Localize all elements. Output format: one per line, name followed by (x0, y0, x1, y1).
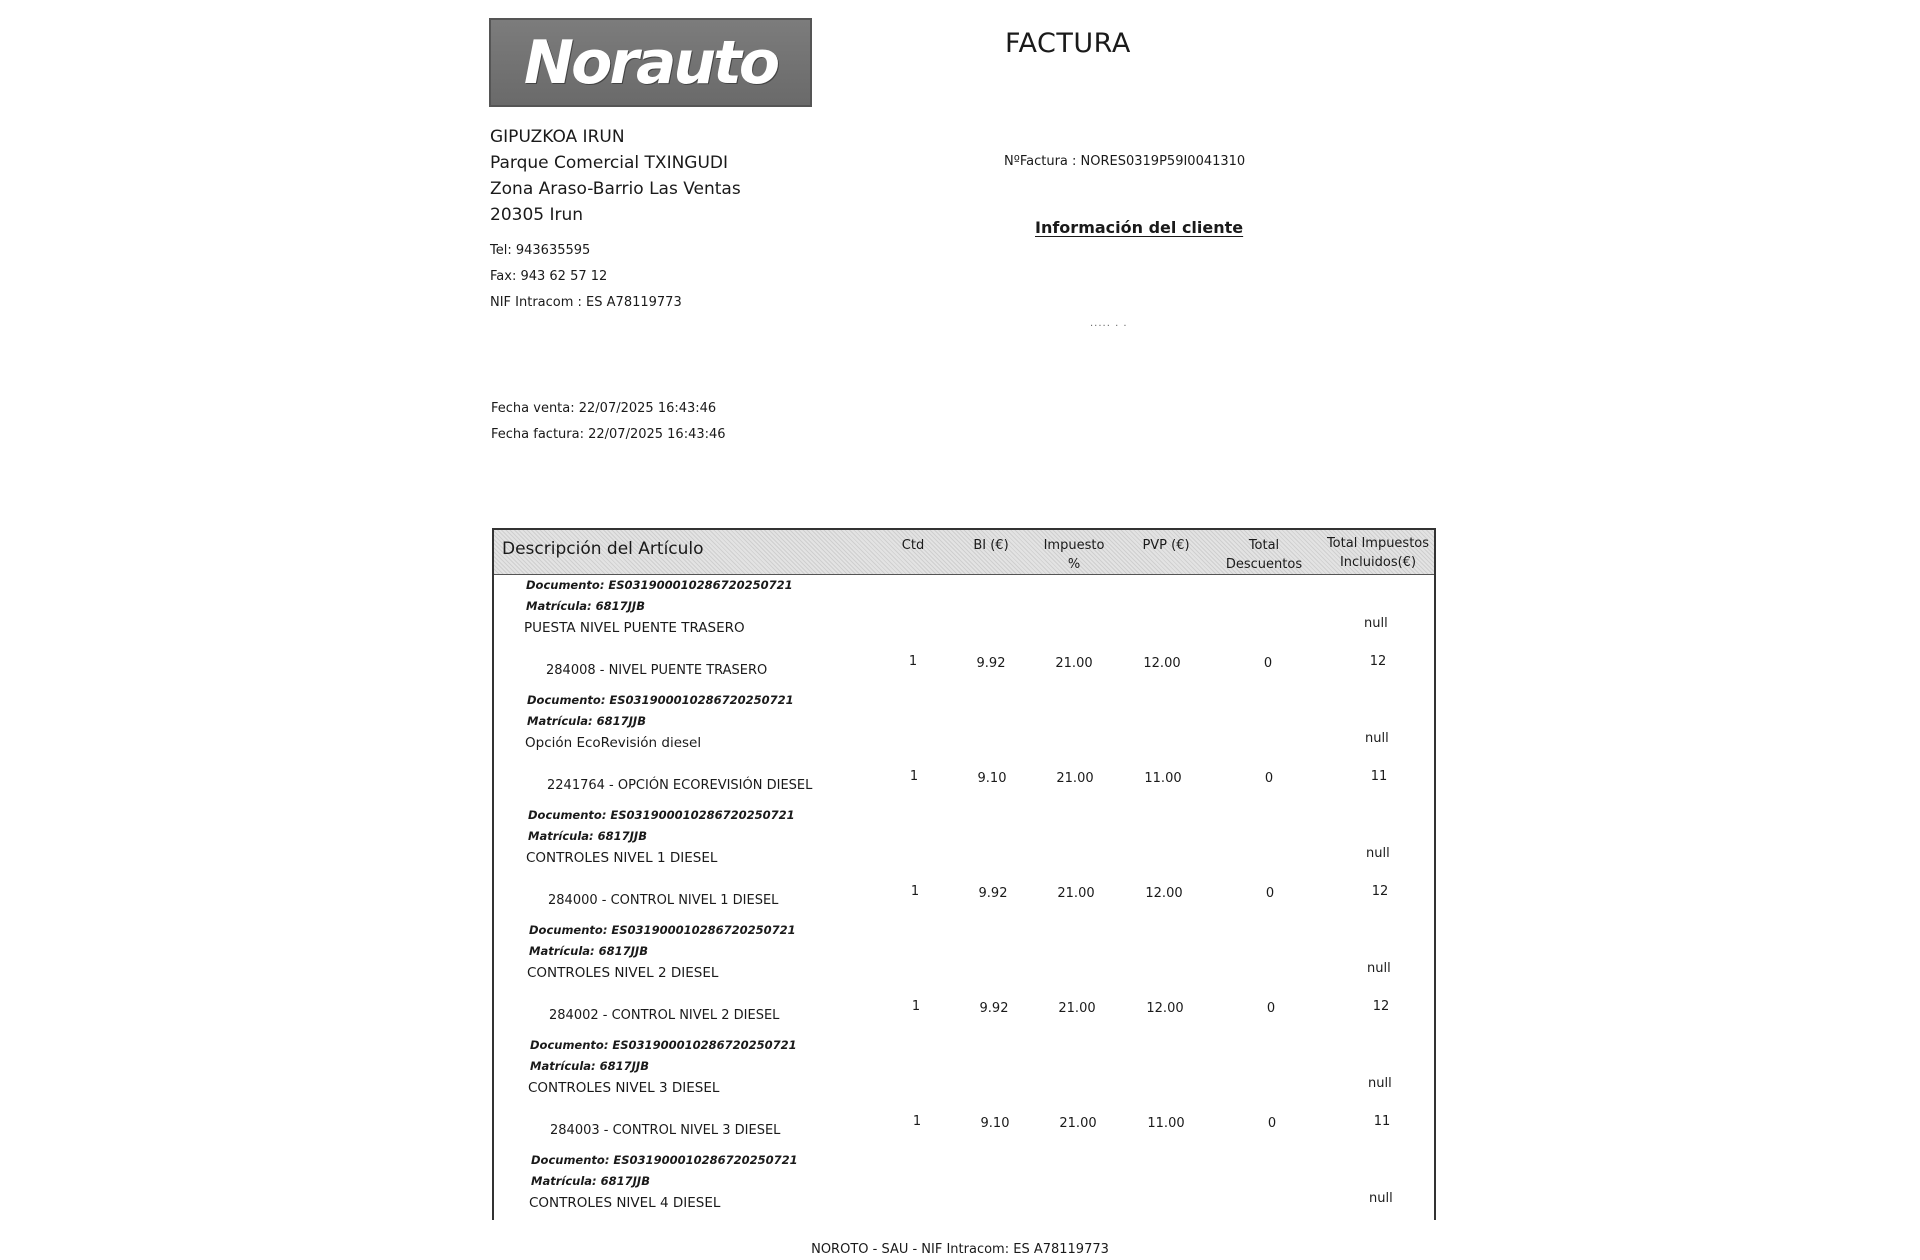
row-total: 11 (1373, 1114, 1391, 1129)
row-quantity: 1 (912, 1114, 922, 1129)
header-total (1320, 534, 1436, 572)
store-name: GIPUZKOA IRUN (490, 127, 625, 147)
row-pvp: 11.00 (1144, 771, 1182, 786)
row-plate: Matrícula: 6817JJB (528, 829, 647, 843)
client-info-title: Información del cliente (1035, 218, 1244, 237)
row-document: Documento: ES031900010286720250721 (527, 693, 794, 707)
norauto-logo (489, 18, 812, 107)
row-document: Documento: ES031900010286720250721 (530, 1038, 797, 1052)
table-header (494, 530, 1434, 575)
header-tax-line-1: Impuesto (1043, 538, 1105, 553)
row-plate: Matrícula: 6817JJB (527, 714, 646, 728)
row-base: 9.10 (980, 1116, 1010, 1131)
row-document: Documento: ES031900010286720250721 (529, 923, 796, 937)
row-group-total: null (1369, 1191, 1393, 1206)
row-item-description: 284000 - CONTROL NIVEL 1 DIESEL (548, 893, 779, 908)
row-plate: Matrícula: 6817JJB (526, 599, 645, 613)
row-base: 9.92 (976, 656, 1006, 671)
row-group-title: CONTROLES NIVEL 1 DIESEL (526, 850, 718, 866)
row-pvp: 12.00 (1143, 656, 1181, 671)
row-discount: 0 (1267, 1116, 1277, 1131)
header-total-line-2: Incluidos(€) (1339, 555, 1417, 570)
row-base: 9.92 (979, 1001, 1009, 1016)
row-group-total: null (1364, 616, 1388, 631)
logo-text: Norauto (523, 27, 778, 98)
store-address (490, 124, 741, 228)
row-group-total: null (1365, 731, 1389, 746)
row-quantity: 1 (909, 769, 919, 784)
row-group-total: null (1368, 1076, 1392, 1091)
header-pvp: PVP (€) (1142, 538, 1190, 553)
row-item-description: 284008 - NIVEL PUENTE TRASERO (546, 663, 768, 678)
row-base: 9.92 (978, 886, 1008, 901)
row-group-total: null (1367, 961, 1391, 976)
row-item-description: 284003 - CONTROL NIVEL 3 DIESEL (550, 1123, 781, 1138)
row-group-title: CONTROLES NIVEL 4 DIESEL (529, 1195, 721, 1211)
row-discount: 0 (1265, 886, 1275, 901)
row-quantity: 1 (908, 654, 918, 669)
row-tax: 21.00 (1055, 656, 1093, 671)
row-document: Documento: ES031900010286720250721 (526, 578, 793, 592)
header-discounts-line-1: Total (1248, 538, 1280, 553)
sale-date: Fecha venta: 22/07/2025 16:43:46 (491, 401, 717, 416)
row-group-title: Opción EcoRevisión diesel (525, 735, 702, 751)
row-plate: Matrícula: 6817JJB (530, 1059, 649, 1073)
row-document: Documento: ES031900010286720250721 (528, 808, 795, 822)
row-quantity: 1 (910, 884, 920, 899)
table-row (494, 1153, 1434, 1219)
store-tel: Tel: 943635595 (490, 243, 591, 258)
table-row (494, 578, 1434, 693)
document-title: FACTURA (1005, 28, 1131, 59)
row-pvp: 12.00 (1145, 886, 1183, 901)
row-tax: 21.00 (1058, 1001, 1096, 1016)
store-address-line-1: Parque Comercial TXINGUDI (490, 153, 729, 173)
table-row (494, 808, 1434, 923)
invoice-dates (491, 396, 726, 448)
row-total: 12 (1369, 654, 1387, 669)
table-row (494, 693, 1434, 808)
header-discounts-line-2: Descuentos (1225, 557, 1303, 572)
footer-company-info: NOROTO - SAU - NIF Intracom: ES A78119773 (811, 1242, 1109, 1257)
row-total: 11 (1370, 769, 1388, 784)
invoice-date: Fecha factura: 22/07/2025 16:43:46 (491, 427, 726, 442)
row-document: Documento: ES031900010286720250721 (531, 1153, 798, 1167)
row-plate: Matrícula: 6817JJB (529, 944, 648, 958)
row-quantity: 1 (911, 999, 921, 1014)
header-base: BI (€) (973, 538, 1009, 553)
header-description: Descripción del Artículo (502, 539, 704, 559)
row-total: 12 (1372, 999, 1390, 1014)
row-plate: Matrícula: 6817JJB (531, 1174, 650, 1188)
store-fax: Fax: 943 62 57 12 (490, 269, 608, 284)
store-contact (490, 238, 682, 316)
store-address-line-2: Zona Araso-Barrio Las Ventas (490, 179, 741, 199)
row-tax: 21.00 (1057, 886, 1095, 901)
client-info-redacted: ..... . . (1090, 318, 1128, 329)
row-base: 9.10 (977, 771, 1007, 786)
row-item-description: 284002 - CONTROL NIVEL 2 DIESEL (549, 1008, 780, 1023)
header-quantity: Ctd (901, 538, 925, 553)
row-tax: 21.00 (1056, 771, 1094, 786)
items-table (492, 528, 1436, 1220)
row-item-description: 2241764 - OPCIÓN ECOREVISIÓN DIESEL (547, 778, 813, 793)
row-discount: 0 (1263, 656, 1273, 671)
header-tax (1034, 536, 1114, 574)
row-group-title: CONTROLES NIVEL 2 DIESEL (527, 965, 719, 981)
row-pvp: 11.00 (1147, 1116, 1185, 1131)
header-total-line-1: Total Impuestos (1326, 536, 1430, 551)
row-discount: 0 (1266, 1001, 1276, 1016)
header-tax-line-2: % (1067, 557, 1081, 572)
store-address-line-3: 20305 Irun (490, 205, 584, 225)
row-pvp: 12.00 (1146, 1001, 1184, 1016)
row-total: 12 (1371, 884, 1389, 899)
row-tax: 21.00 (1059, 1116, 1097, 1131)
table-row (494, 1038, 1434, 1153)
row-group-title: PUESTA NIVEL PUENTE TRASERO (524, 620, 745, 636)
row-group-total: null (1366, 846, 1390, 861)
row-group-title: CONTROLES NIVEL 3 DIESEL (528, 1080, 720, 1096)
store-nif: NIF Intracom : ES A78119773 (490, 295, 682, 310)
row-discount: 0 (1264, 771, 1274, 786)
table-row (494, 923, 1434, 1038)
header-discounts (1214, 536, 1314, 574)
invoice-number: NºFactura : NORES0319P59I0041310 (1004, 154, 1246, 169)
